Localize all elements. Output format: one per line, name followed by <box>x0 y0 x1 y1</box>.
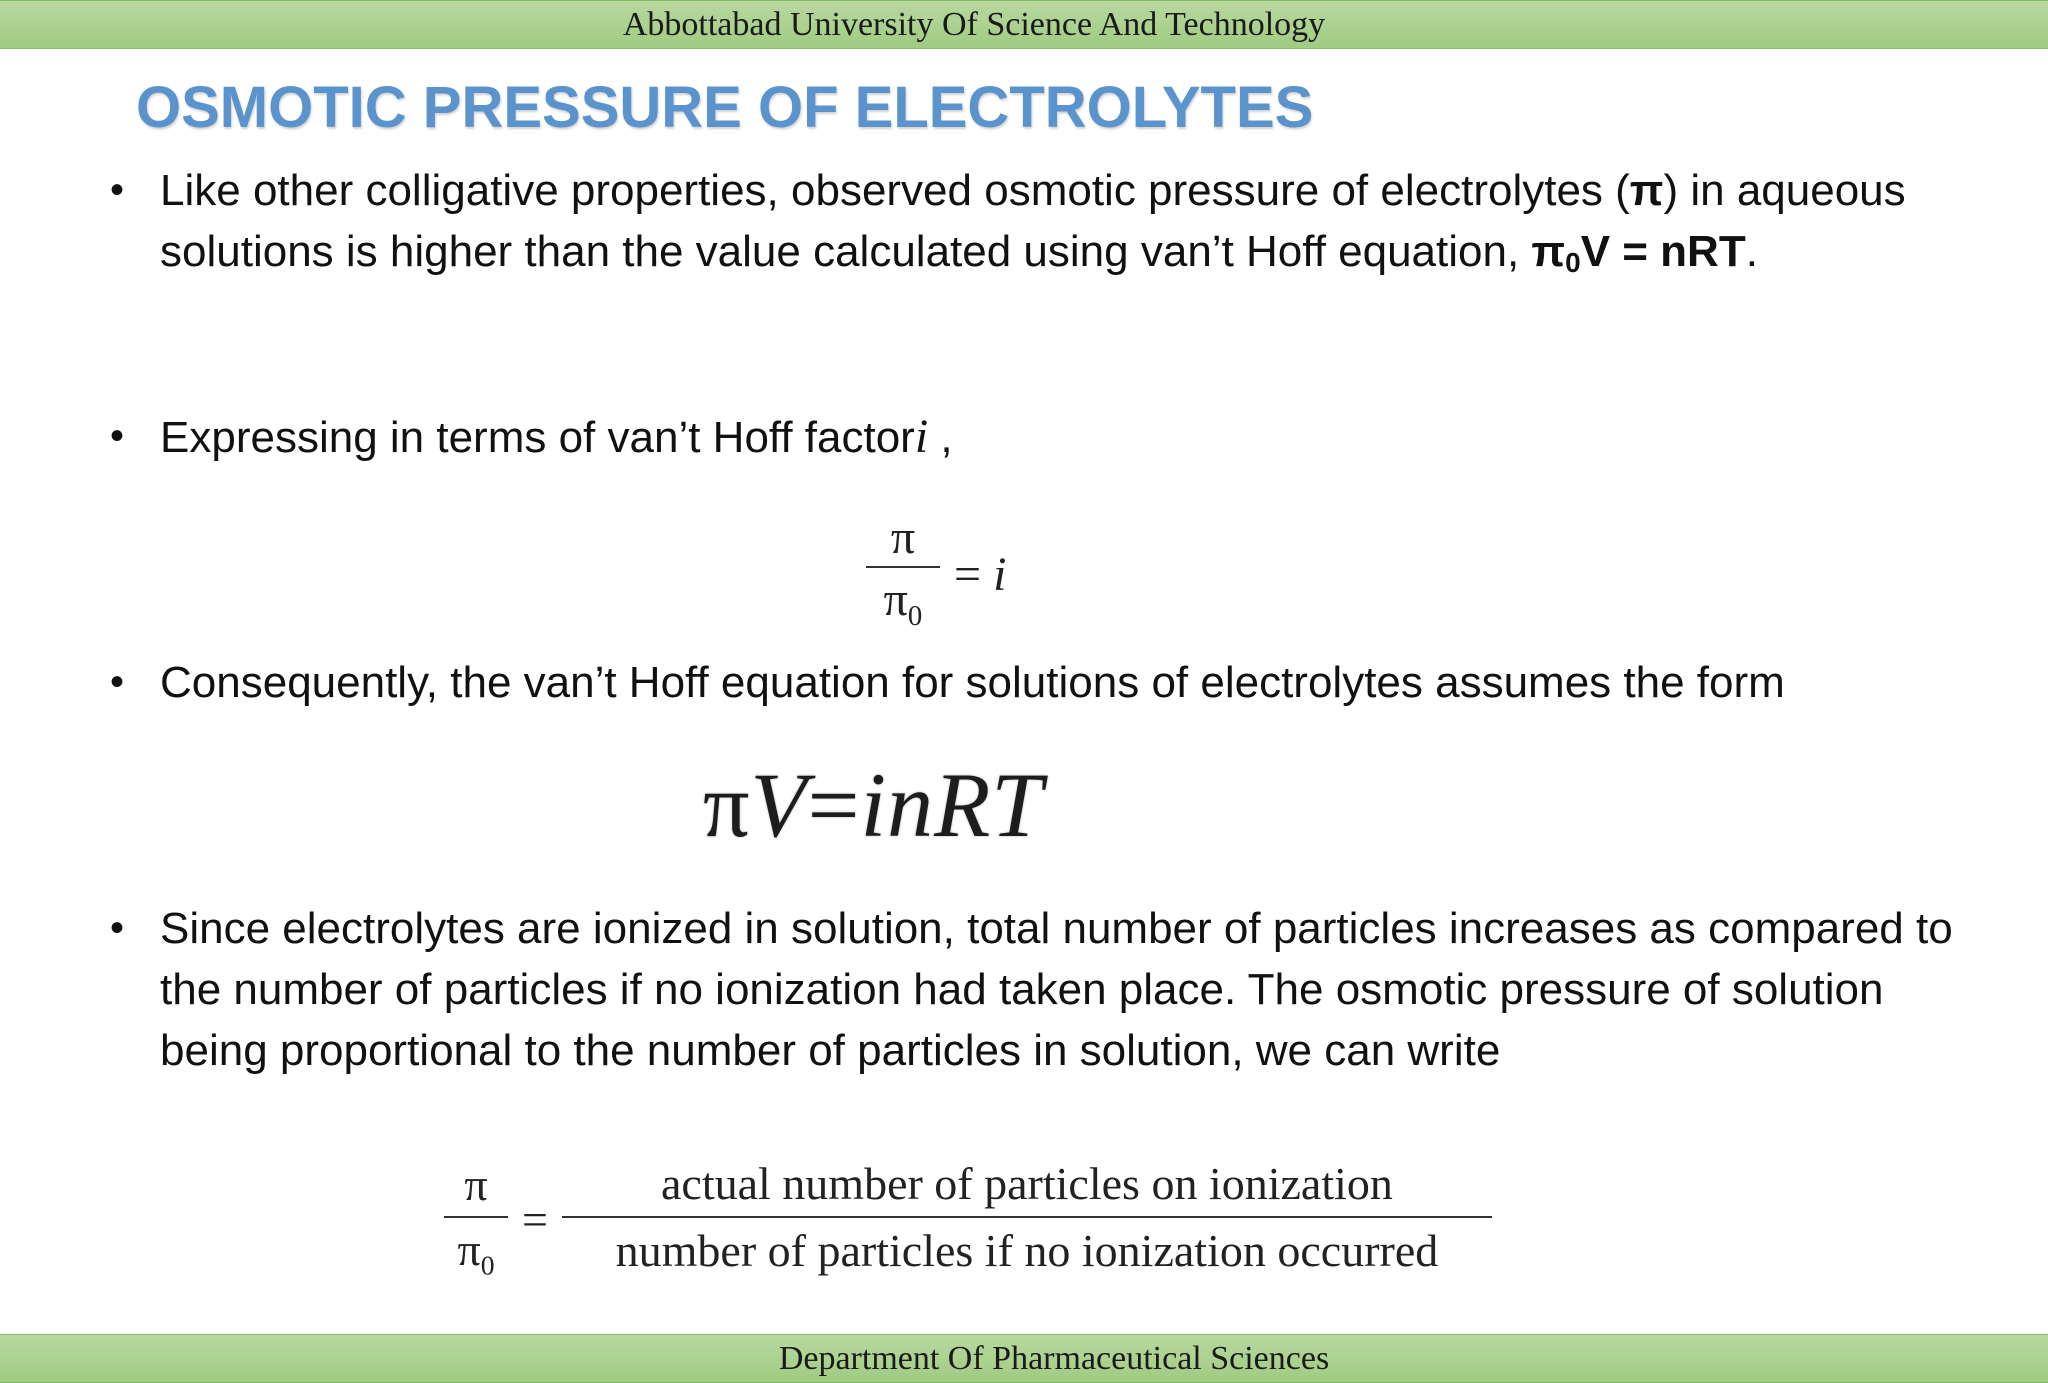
bullet-2-text: Expressing in terms of van’t Hoff factor <box>160 413 915 462</box>
bullet-1-text-a: Like other colligative properties, observed osmotic pressure of electrolytes ( <box>160 166 1630 215</box>
denominator-subscript: 0 <box>480 1249 495 1281</box>
equals-sign: = <box>807 754 861 856</box>
denominator-subscript: 0 <box>907 600 923 633</box>
fraction-denominator <box>884 568 923 638</box>
department-name: Department Of Pharmaceutical Sciences <box>778 1340 1330 1377</box>
pi-ratio-fraction <box>444 1152 508 1286</box>
bullet-1-pi: π <box>1629 166 1664 215</box>
particles-fraction <box>562 1152 1492 1286</box>
header-banner <box>0 0 2048 49</box>
bullet-1 <box>160 160 1960 282</box>
footer-banner <box>0 1334 2048 1383</box>
particles-numerator: actual number of particles on ionization <box>660 1158 1393 1209</box>
particles-denominator: number of particles if no ionization occurred <box>615 1225 1439 1276</box>
equals-sign: = <box>954 547 994 601</box>
denominator-pi: π <box>883 573 908 626</box>
bullet-1-end: . <box>1745 227 1758 276</box>
equation-pi: π <box>703 754 751 856</box>
rhs-variable: i <box>993 547 1007 601</box>
equation-v: V <box>750 754 808 856</box>
denominator-pi: π <box>457 1224 481 1275</box>
bullet-2 <box>160 406 1960 468</box>
bullet-1-text-b: ) in aqueous solutions is higher than the value calculated using van’t Hoff equation, <box>160 166 1906 276</box>
equation-particle-ratio <box>444 1152 1492 1286</box>
equation-rhs <box>954 547 1006 602</box>
fraction-numerator: π <box>464 1159 488 1210</box>
fraction-numerator: π <box>890 511 916 564</box>
bullet-4 <box>160 898 1960 1081</box>
bullet-3 <box>160 652 1960 713</box>
fraction-denominator <box>457 1218 494 1286</box>
bullet-1-eq-rest: V = nRT <box>1580 227 1746 276</box>
bullet-1-equation <box>1531 227 1745 276</box>
bullet-1-eq-sub: 0 <box>1565 247 1581 278</box>
slide-title: OSMOTIC PRESSURE OF ELECTROLYTES <box>136 75 1314 140</box>
institution-name: Abbottabad University Of Science And Technology <box>622 6 1326 43</box>
bullet-1-eq-pi: π <box>1531 227 1566 276</box>
vant-hoff-factor-symbol: i <box>914 410 929 463</box>
equation-vant-hoff-electrolyte <box>703 752 1043 858</box>
bullet-3-text: Consequently, the van’t Hoff equation for solutions of electrolytes assumes the form <box>160 658 1785 707</box>
bullet-2-end: , <box>928 413 953 462</box>
pi-ratio-fraction <box>866 508 940 638</box>
equation-ratio-i <box>866 508 1006 638</box>
bullet-4-text: Since electrolytes are ionized in solution, total number of particles increases as compared to the number of particles if no ionization had taken place. The osmotic pressure of solution being proportional to the number of particles in solution, we can write <box>160 904 1953 1075</box>
equation-rhs: inRT <box>860 754 1044 856</box>
equals-sign: = <box>522 1193 548 1245</box>
